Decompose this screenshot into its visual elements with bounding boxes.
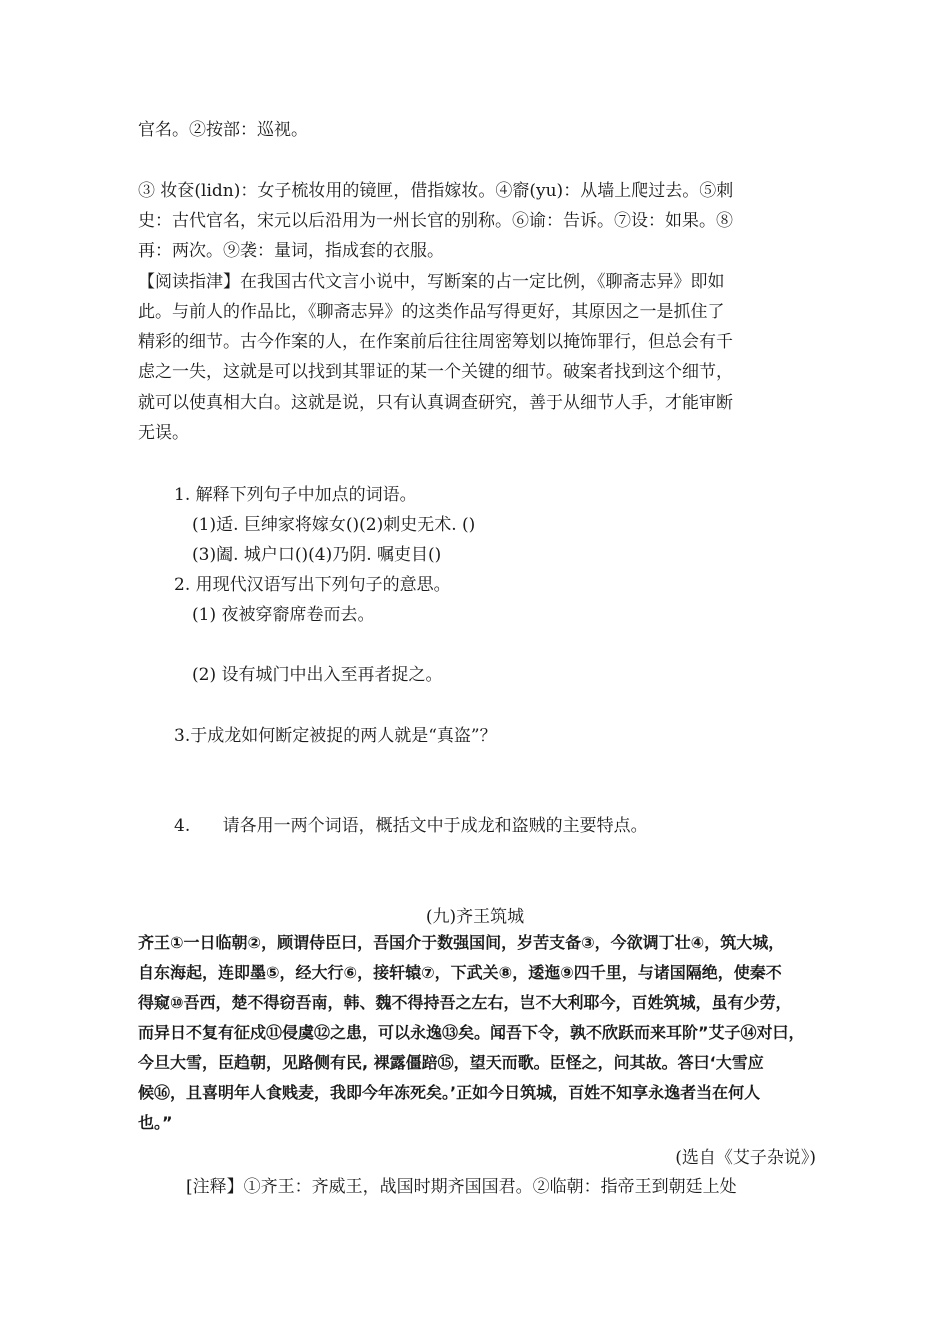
question-3: 3.于成龙如何断定被捉的两人就是“真盗”？ (174, 726, 497, 746)
question-1: 1. 解释下列句子中加点的词语。 (174, 485, 417, 505)
question-2: 2. 用现代汉语写出下列句子的意思。 (174, 575, 451, 595)
passage-line: 齐王①一日临朝②，顾谓侍臣曰，吾国介于数强国间，岁苦支备③，今欲调丁壮④，筑大城， (138, 933, 785, 952)
passage-line: 自东海起，连即墨⑤，经大行⑥，接轩辕⑦，下武关⑧，逶迤⑨四千里，与诸国隔绝，使秦不 (138, 963, 782, 982)
passage-line: 得窥⑩吾西，楚不得窃吾南，韩、魏不得持吾之左右，岂不大利耶今，百姓筑城，虽有少劳， (138, 993, 792, 1012)
guide-line: 就可以使真相大白。这就是说，只有认真调查研究，善于从细节人手，才能审断 (138, 393, 733, 413)
passage-line: 而异日不复有征戍⑪侵虞⑫之患，可以永逸⑬矣。闻吾下令，孰不欣跃而来耳阶”艾子⑭对曰， (138, 1023, 805, 1042)
guide-line: 无误。 (138, 423, 189, 443)
question-2-item: (2) 设有城门中出入至再者捉之。 (192, 665, 443, 685)
section-title: (九)齐王筑城 (425, 907, 525, 927)
question-4: 4. 请各用一两个词语，概括文中于成龙和盗贼的主要特点。 (174, 816, 648, 836)
note-line: 官名。②按部：巡视。 (138, 120, 308, 140)
passage-line: 也。” (138, 1113, 173, 1132)
question-2-item: (1) 夜被穿窬席卷而去。 (192, 605, 375, 625)
question-1-items: (3)阖. 城户口()(4)乃阴. 嘱吏目() (192, 545, 442, 565)
note-line: 史：古代官名，宋元以后沿用为一州长官的别称。⑥谕：告诉。⑦设：如果。⑧ (138, 211, 733, 231)
source-citation: (选自《艾子杂说》) (675, 1148, 816, 1168)
note-line: ③ 妆奁(lidn)：女子梳妆用的镜匣，借指嫁妆。④窬(yu)：从墙上爬过去。⑤刺 (138, 181, 734, 201)
note-line: 再：两次。⑨袭：量词，指成套的衣服。 (138, 241, 444, 261)
guide-line: 此。与前人的作品比，《聊斋志异》的这类作品写得更好，其原因之一是抓住了 (138, 302, 725, 322)
question-1-items: (1)适. 巨绅家将嫁女()(2)刺史无术. () (192, 515, 476, 535)
annotation-line: [注释】①齐王：齐威王，战国时期齐国国君。②临朝：指帝王到朝廷上处 (186, 1177, 737, 1197)
passage-line: 今旦大雪，臣趋朝，见路侧有民, 裸露僵踣⑮，望天而歌。臣怪之，问其故。答曰‘大雪应 (138, 1053, 764, 1072)
guide-line: 精彩的细节。古今作案的人，在作案前后往往周密筹划以掩饰罪行，但总会有千 (138, 332, 733, 352)
passage-line: 候⑯，且喜明年人食贱麦，我即今年冻死矣。’正如今日筑城，百姓不知享永逸者当在何人 (138, 1083, 761, 1102)
guide-line: 【阅读指津】在我国古代文言小说中，写断案的占一定比例，《聊斋志异》即如 (138, 272, 725, 292)
guide-line: 虑之一失，这就是可以找到其罪证的某一个关键的细节。破案者找到这个细节， (138, 362, 733, 382)
